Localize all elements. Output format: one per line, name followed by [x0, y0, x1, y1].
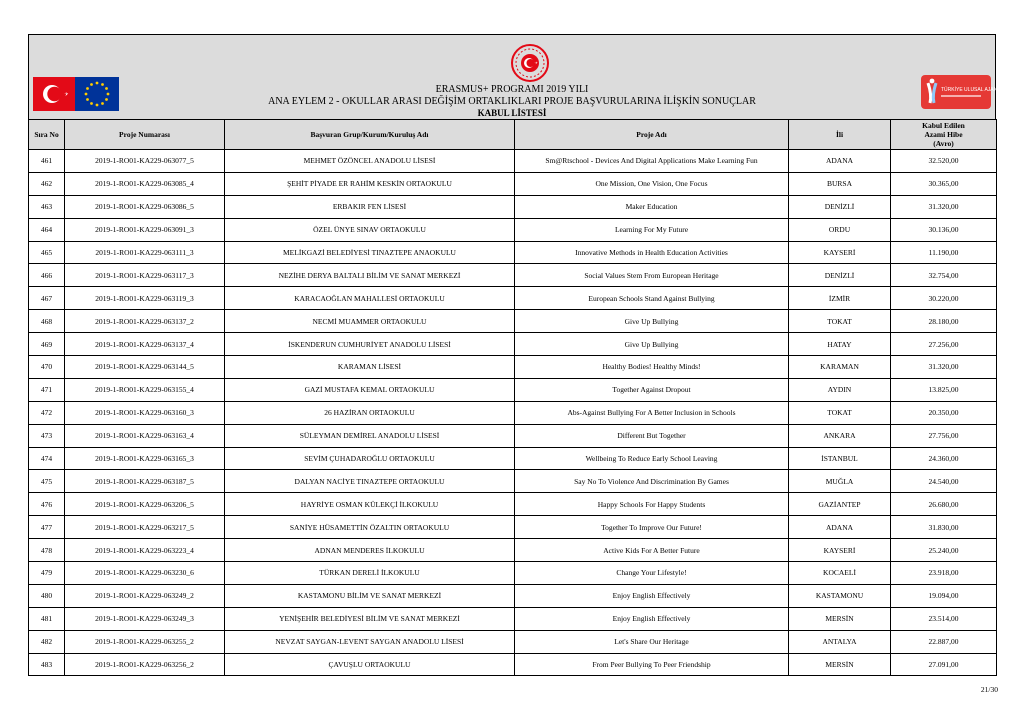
cell-ili: GAZİANTEP	[789, 493, 891, 516]
cell-basvuran: DALYAN NACİYE TINAZTEPE ORTAOKULU	[225, 470, 515, 493]
cell-sira-no: 471	[29, 378, 65, 401]
cell-sira-no: 469	[29, 333, 65, 356]
cell-basvuran: ÖZEL ÜNYE SINAV ORTAOKULU	[225, 218, 515, 241]
cell-basvuran: ÇAVUŞLU ORTAOKULU	[225, 653, 515, 676]
cell-sira-no: 465	[29, 241, 65, 264]
cell-basvuran: İSKENDERUN CUMHURİYET ANADOLU LİSESİ	[225, 333, 515, 356]
cell-hibe: 30.220,00	[891, 287, 997, 310]
cell-sira-no: 481	[29, 607, 65, 630]
table-row	[29, 172, 997, 195]
cell-hibe: 23.514,00	[891, 607, 997, 630]
cell-hibe: 25.240,00	[891, 539, 997, 562]
cell-hibe: 31.830,00	[891, 516, 997, 539]
cell-basvuran: NECMİ MUAMMER ORTAOKULU	[225, 310, 515, 333]
cell-basvuran: 26 HAZİRAN ORTAOKULU	[225, 401, 515, 424]
table-row	[29, 630, 997, 653]
cell-ili: KAYSERİ	[789, 241, 891, 264]
cell-ili: BURSA	[789, 172, 891, 195]
cell-hibe: 19.094,00	[891, 584, 997, 607]
cell-proje-numarasi: 2019-1-RO01-KA229-063137_2	[65, 310, 225, 333]
cell-proje-adi: Active Kids For A Better Future	[515, 539, 789, 562]
cell-proje-numarasi: 2019-1-RO01-KA229-063223_4	[65, 539, 225, 562]
table-row	[29, 424, 997, 447]
cell-basvuran: TÜRKAN DERELİ İLKOKULU	[225, 562, 515, 585]
cell-proje-adi: Abs-Against Bullying For A Better Inclusion in Schools	[515, 401, 789, 424]
cell-ili: MERSİN	[789, 653, 891, 676]
cell-basvuran: SEVİM ÇUHADAROĞLU ORTAOKULU	[225, 447, 515, 470]
cell-basvuran: MELİKGAZİ BELEDİYESİ TINAZTEPE ANAOKULU	[225, 241, 515, 264]
cell-proje-adi: Give Up Bullying	[515, 310, 789, 333]
cell-basvuran: ADNAN MENDERES İLKOKULU	[225, 539, 515, 562]
title-line-2: ANA EYLEM 2 - OKULLAR ARASI DEĞİŞİM ORTAKLIKLARI PROJE BAŞVURULARINA İLİŞKİN SONUÇLAR	[268, 96, 756, 107]
page-number: 21/30	[980, 685, 998, 694]
table-row	[29, 264, 997, 287]
table-row	[29, 218, 997, 241]
cell-proje-adi: Let's Share Our Heritage	[515, 630, 789, 653]
cell-hibe: 28.180,00	[891, 310, 997, 333]
cell-basvuran: SANİYE HÜSAMETTİN ÖZALTIN ORTAOKULU	[225, 516, 515, 539]
table-row	[29, 241, 997, 264]
table-row	[29, 562, 997, 585]
table-row	[29, 653, 997, 676]
table-body	[29, 150, 997, 676]
cell-ili: MUĞLA	[789, 470, 891, 493]
cell-ili: KASTAMONU	[789, 584, 891, 607]
cell-hibe: 13.825,00	[891, 378, 997, 401]
cell-sira-no: 478	[29, 539, 65, 562]
cell-proje-numarasi: 2019-1-RO01-KA229-063249_2	[65, 584, 225, 607]
cell-sira-no: 480	[29, 584, 65, 607]
cell-proje-numarasi: 2019-1-RO01-KA229-063249_3	[65, 607, 225, 630]
table-row	[29, 470, 997, 493]
cell-basvuran: YENİŞEHİR BELEDİYESİ BİLİM VE SANAT MERKEZİ	[225, 607, 515, 630]
col-proje-numarasi-header: Proje Numarası	[65, 120, 225, 150]
cell-sira-no: 463	[29, 195, 65, 218]
table-row	[29, 584, 997, 607]
table-row	[29, 447, 997, 470]
cell-hibe: 31.320,00	[891, 356, 997, 379]
table-row	[29, 493, 997, 516]
cell-basvuran: NEVZAT SAYGAN-LEVENT SAYGAN ANADOLU LİSESİ	[225, 630, 515, 653]
cell-hibe: 24.360,00	[891, 447, 997, 470]
cell-basvuran: KARACAOĞLAN MAHALLESİ ORTAOKULU	[225, 287, 515, 310]
document-header	[28, 34, 1002, 119]
cell-sira-no: 479	[29, 562, 65, 585]
cell-proje-adi: Maker Education	[515, 195, 789, 218]
cell-ili: ANKARA	[789, 424, 891, 447]
cell-proje-numarasi: 2019-1-RO01-KA229-063077_5	[65, 150, 225, 173]
cell-proje-numarasi: 2019-1-RO01-KA229-063091_3	[65, 218, 225, 241]
table-row	[29, 539, 997, 562]
cell-proje-adi: Change Your Lifestyle!	[515, 562, 789, 585]
cell-sira-no: 472	[29, 401, 65, 424]
cell-proje-adi: European Schools Stand Against Bullying	[515, 287, 789, 310]
cell-proje-adi: Happy Schools For Happy Students	[515, 493, 789, 516]
table-row	[29, 516, 997, 539]
cell-proje-adi: Healthy Bodies! Healthy Minds!	[515, 356, 789, 379]
cell-proje-adi: From Peer Bullying To Peer Friendship	[515, 653, 789, 676]
results-table	[28, 119, 997, 676]
cell-ili: TOKAT	[789, 401, 891, 424]
cell-proje-adi: Sm@Rtschool - Devices And Digital Applications Make Learning Fun	[515, 150, 789, 173]
cell-proje-numarasi: 2019-1-RO01-KA229-063085_4	[65, 172, 225, 195]
cell-basvuran: ŞEHİT PİYADE ER RAHİM KESKİN ORTAOKULU	[225, 172, 515, 195]
table-row	[29, 401, 997, 424]
cell-proje-adi: Together To Improve Our Future!	[515, 516, 789, 539]
cell-proje-numarasi: 2019-1-RO01-KA229-063155_4	[65, 378, 225, 401]
cell-ili: ADANA	[789, 150, 891, 173]
cell-proje-numarasi: 2019-1-RO01-KA229-063187_5	[65, 470, 225, 493]
cell-hibe: 27.256,00	[891, 333, 997, 356]
title-line-1: ERASMUS+ PROGRAMI 2019 YILI	[435, 84, 589, 95]
cell-proje-adi: Say No To Violence And Discrimination By Games	[515, 470, 789, 493]
cell-sira-no: 473	[29, 424, 65, 447]
cell-proje-numarasi: 2019-1-RO01-KA229-063160_3	[65, 401, 225, 424]
cell-proje-numarasi: 2019-1-RO01-KA229-063206_5	[65, 493, 225, 516]
table-row	[29, 333, 997, 356]
cell-sira-no: 461	[29, 150, 65, 173]
cell-hibe: 32.754,00	[891, 264, 997, 287]
cell-basvuran: MEHMET ÖZÖNCEL ANADOLU LİSESİ	[225, 150, 515, 173]
col-sira-no-header: Sıra No	[29, 120, 65, 150]
table-header-row	[29, 120, 997, 150]
cell-ili: DENİZLİ	[789, 195, 891, 218]
cell-hibe: 27.756,00	[891, 424, 997, 447]
cell-sira-no: 474	[29, 447, 65, 470]
table-row	[29, 150, 997, 173]
cell-sira-no: 477	[29, 516, 65, 539]
cell-ili: İZMİR	[789, 287, 891, 310]
cell-proje-numarasi: 2019-1-RO01-KA229-063163_4	[65, 424, 225, 447]
cell-basvuran: SÜLEYMAN DEMİREL ANADOLU LİSESİ	[225, 424, 515, 447]
cell-sira-no: 467	[29, 287, 65, 310]
agency-logo-text: TÜRKİYE ULUSAL AJANSI	[941, 87, 1002, 93]
cell-ili: AYDIN	[789, 378, 891, 401]
cell-proje-adi: Wellbeing To Reduce Early School Leaving	[515, 447, 789, 470]
table-row	[29, 195, 997, 218]
cell-hibe: 22.887,00	[891, 630, 997, 653]
cell-sira-no: 470	[29, 356, 65, 379]
cell-proje-numarasi: 2019-1-RO01-KA229-063255_2	[65, 630, 225, 653]
cell-basvuran: GAZİ MUSTAFA KEMAL ORTAOKULU	[225, 378, 515, 401]
cell-sira-no: 464	[29, 218, 65, 241]
cell-proje-adi: Learning For My Future	[515, 218, 789, 241]
cell-proje-adi: One Mission, One Vision, One Focus	[515, 172, 789, 195]
cell-proje-numarasi: 2019-1-RO01-KA229-063165_3	[65, 447, 225, 470]
cell-basvuran: KASTAMONU BİLİM VE SANAT MERKEZİ	[225, 584, 515, 607]
cell-ili: DENİZLİ	[789, 264, 891, 287]
cell-proje-adi: Different But Together	[515, 424, 789, 447]
cell-sira-no: 476	[29, 493, 65, 516]
cell-basvuran: KARAMAN LİSESİ	[225, 356, 515, 379]
cell-sira-no: 468	[29, 310, 65, 333]
cell-proje-adi: Innovative Methods in Health Education Activities	[515, 241, 789, 264]
cell-basvuran: HAYRİYE OSMAN KÜLEKÇİ İLKOKULU	[225, 493, 515, 516]
col-proje-adi-header: Proje Adı	[515, 120, 789, 150]
cell-ili: ADANA	[789, 516, 891, 539]
cell-hibe: 30.136,00	[891, 218, 997, 241]
cell-ili: ORDU	[789, 218, 891, 241]
cell-ili: KOCAELİ	[789, 562, 891, 585]
cell-basvuran: ERBAKIR FEN LİSESİ	[225, 195, 515, 218]
cell-proje-numarasi: 2019-1-RO01-KA229-063111_3	[65, 241, 225, 264]
cell-proje-adi: Together Against Dropout	[515, 378, 789, 401]
cell-hibe: 24.540,00	[891, 470, 997, 493]
table-row	[29, 356, 997, 379]
list-title: KABUL LİSTESİ	[477, 108, 547, 118]
cell-basvuran: NEZİHE DERYA BALTALI BİLİM VE SANAT MERKEZİ	[225, 264, 515, 287]
cell-proje-numarasi: 2019-1-RO01-KA229-063217_5	[65, 516, 225, 539]
cell-hibe: 31.320,00	[891, 195, 997, 218]
cell-ili: MERSİN	[789, 607, 891, 630]
table-row	[29, 287, 997, 310]
cell-hibe: 26.680,00	[891, 493, 997, 516]
cell-hibe: 30.365,00	[891, 172, 997, 195]
document-sheet	[28, 34, 1002, 676]
cell-sira-no: 466	[29, 264, 65, 287]
cell-sira-no: 483	[29, 653, 65, 676]
cell-sira-no: 475	[29, 470, 65, 493]
cell-hibe: 11.190,00	[891, 241, 997, 264]
cell-ili: TOKAT	[789, 310, 891, 333]
col-ili-header: İli	[789, 120, 891, 150]
cell-proje-numarasi: 2019-1-RO01-KA229-063119_3	[65, 287, 225, 310]
cell-proje-numarasi: 2019-1-RO01-KA229-063086_5	[65, 195, 225, 218]
cell-ili: ANTALYA	[789, 630, 891, 653]
table-row	[29, 607, 997, 630]
col-basvuran-header: Başvuran Grup/Kurum/Kuruluş Adı	[225, 120, 515, 150]
cell-hibe: 23.918,00	[891, 562, 997, 585]
cell-proje-numarasi: 2019-1-RO01-KA229-063144_5	[65, 356, 225, 379]
cell-hibe: 32.520,00	[891, 150, 997, 173]
table-row	[29, 378, 997, 401]
cell-proje-adi: Give Up Bullying	[515, 333, 789, 356]
cell-proje-numarasi: 2019-1-RO01-KA229-063230_6	[65, 562, 225, 585]
cell-ili: KAYSERİ	[789, 539, 891, 562]
cell-sira-no: 482	[29, 630, 65, 653]
cell-ili: İSTANBUL	[789, 447, 891, 470]
cell-sira-no: 462	[29, 172, 65, 195]
cell-ili: KARAMAN	[789, 356, 891, 379]
cell-proje-adi: Enjoy English Effectively	[515, 584, 789, 607]
table-row	[29, 310, 997, 333]
cell-hibe: 20.350,00	[891, 401, 997, 424]
cell-ili: HATAY	[789, 333, 891, 356]
cell-proje-numarasi: 2019-1-RO01-KA229-063117_3	[65, 264, 225, 287]
cell-proje-adi: Social Values Stem From European Heritage	[515, 264, 789, 287]
col-hibe-header: Kabul Edilen Azami Hibe (Avro)	[891, 120, 997, 150]
cell-hibe: 27.091,00	[891, 653, 997, 676]
cell-proje-numarasi: 2019-1-RO01-KA229-063256_2	[65, 653, 225, 676]
presidency-crest-icon	[510, 43, 550, 83]
cell-proje-numarasi: 2019-1-RO01-KA229-063137_4	[65, 333, 225, 356]
cell-proje-adi: Enjoy English Effectively	[515, 607, 789, 630]
